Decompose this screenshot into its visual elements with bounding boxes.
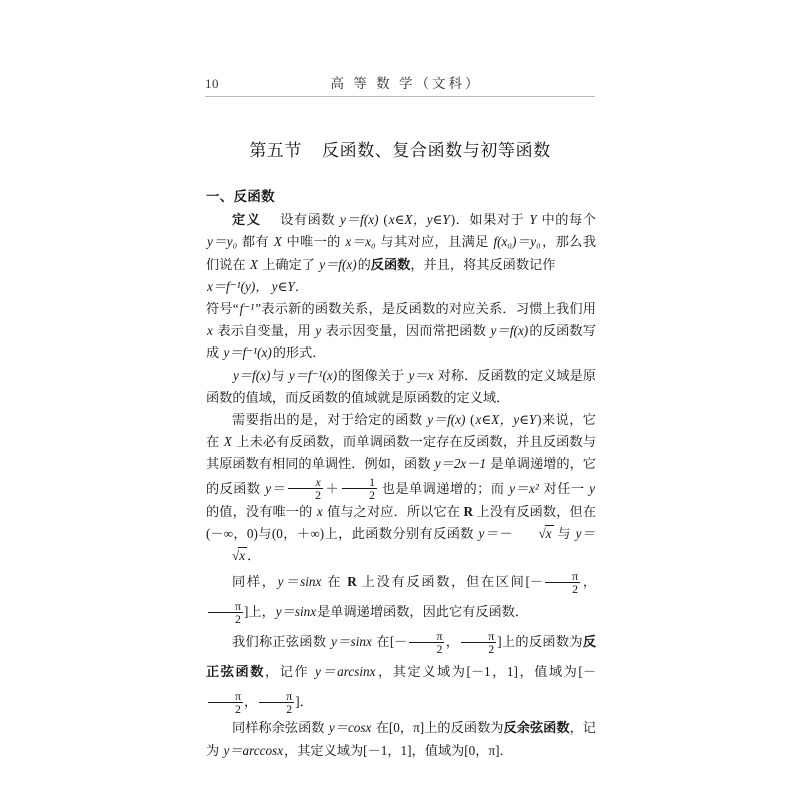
p3-linear-function: y＝2x－1 bbox=[434, 456, 487, 472]
p1-text-1: 符号“ bbox=[206, 301, 239, 317]
p1-inverse-function: y＝f⁻¹(x) bbox=[223, 345, 272, 361]
p3-var-x: x bbox=[316, 503, 323, 519]
def-text-6: 中唯一的 bbox=[282, 234, 345, 250]
p6-text-1: 同样称余弦函数 bbox=[232, 720, 328, 736]
paragraph-monotonic bbox=[206, 409, 596, 567]
display-formula-inverse: x＝f⁻¹(y)， y∈Y． bbox=[207, 278, 308, 294]
p3-pos-root-prefix: y＝ bbox=[575, 526, 596, 542]
header-rule bbox=[205, 96, 595, 97]
fraction-denominator: 2 bbox=[235, 611, 241, 626]
fraction-numerator: x bbox=[288, 476, 323, 489]
p1-text-3: 表示自变量，用 bbox=[213, 323, 315, 339]
fraction-denominator: 2 bbox=[286, 701, 293, 716]
p5-text-5: ，其定义域为[－1，1]，值域为[－ bbox=[376, 664, 597, 680]
p1-var-x: x bbox=[207, 323, 213, 339]
p2-function-2: y＝f⁻¹(x) bbox=[288, 367, 338, 383]
term-inverse-function: 反函数 bbox=[370, 256, 411, 272]
p4-text-4: ]上， bbox=[244, 604, 275, 620]
p4-text-1: 同样， bbox=[232, 574, 277, 590]
p2-text-1: 与 bbox=[271, 367, 288, 383]
definition-paragraph bbox=[206, 209, 596, 276]
subsection-heading: 一、反函数 bbox=[206, 189, 275, 204]
fraction-denominator: 2 bbox=[235, 701, 241, 716]
p5-text-3: ]上的反函数为 bbox=[497, 634, 583, 650]
definition-label: 定义 bbox=[232, 212, 262, 228]
sqrt-x-positive bbox=[206, 545, 247, 567]
p3-text-4: 上未必有反函数，而单调函数一定存在反函数，并且反函数与其原函数有相同的单调性．例如，函数 bbox=[206, 434, 597, 472]
paragraph-notation bbox=[206, 298, 596, 365]
fraction-numerator: π bbox=[208, 690, 243, 703]
p3-text-12: ． bbox=[247, 548, 261, 564]
def-y0: y＝y₀ bbox=[207, 234, 238, 250]
p3-text-10: 上没有反函数，但在(－∞，0)与(0，＋∞)上，此函数分别有反函数 bbox=[206, 503, 597, 542]
paragraph-symmetry bbox=[206, 365, 596, 409]
fraction-numerator: π bbox=[259, 690, 294, 703]
paragraph-sine-interval bbox=[206, 567, 596, 627]
p4-set-R: R bbox=[347, 574, 357, 590]
def-text-7: 与其对应，且满足 bbox=[376, 234, 493, 250]
running-head bbox=[205, 72, 595, 98]
def-set-X: X bbox=[273, 234, 282, 250]
fraction-numerator: π bbox=[409, 630, 444, 643]
p2-line-yx: y＝x bbox=[408, 367, 434, 383]
def-text-10: 的 bbox=[357, 256, 371, 272]
radical-sign: √ bbox=[232, 548, 240, 564]
page-number: 10 bbox=[205, 76, 219, 91]
p3-text-5: 是单调递增的，它的反函数 bbox=[206, 456, 596, 496]
p5-text-2: 在[－ bbox=[372, 634, 408, 650]
def-text-9: 上确定了 bbox=[258, 256, 319, 272]
def-domain-1: x∈X，y∈Y bbox=[388, 212, 450, 228]
p3-text-8: 的值，没有唯一的 bbox=[206, 503, 316, 519]
p1-text-2: ”表示新的函数关系，是反函数的对应关系．习惯上我们用 bbox=[255, 301, 596, 317]
fraction-numerator: 1 bbox=[342, 476, 377, 489]
p3-var-y: y bbox=[589, 480, 596, 496]
fraction-pi-over-2-upper bbox=[459, 630, 497, 655]
paragraph-arcsine bbox=[206, 627, 596, 717]
p2-text-3: 对称．反函数的定义域是原函数的值域，而反函数的值域就是原函数的定义域． bbox=[206, 367, 597, 405]
def-fx0: f(x₀)＝y₀ bbox=[493, 234, 541, 250]
fraction-denominator: 2 bbox=[436, 641, 443, 656]
def-function-2: y＝f(x) bbox=[319, 256, 357, 272]
def-text-4: 中的每个 bbox=[537, 212, 596, 228]
fraction-denominator: 2 bbox=[369, 487, 376, 502]
p1-text-5: 的反函数写成 bbox=[206, 323, 597, 361]
p3-square-function: y＝x² bbox=[509, 480, 539, 496]
p3-text-9: 值与之对应．所以它在 bbox=[323, 503, 464, 519]
p3-domain: x∈X，y∈Y bbox=[475, 412, 537, 428]
fraction-pi-over-2-lower bbox=[543, 570, 581, 595]
fraction-pi-over-2-lower bbox=[407, 630, 445, 655]
section-heading bbox=[205, 136, 595, 161]
running-head-title: 高 等 数 学（文科） bbox=[330, 76, 482, 91]
page-body bbox=[206, 186, 596, 762]
def-set-X2: X bbox=[249, 256, 258, 272]
term-arccosine-function: 反余弦函数 bbox=[503, 720, 570, 736]
plus-sign: ＋ bbox=[325, 480, 340, 496]
p3-text-11: 与 bbox=[553, 526, 575, 542]
def-x0: x＝x₀ bbox=[345, 234, 376, 250]
p4-text-2: 在 bbox=[322, 574, 348, 590]
p1-text-4: 表示因变量，因而常把函数 bbox=[322, 323, 490, 339]
fraction-x-over-2 bbox=[286, 476, 324, 501]
p2-text-2: 的图像关于 bbox=[338, 367, 408, 383]
p6-cosine-function: y＝cosx bbox=[328, 720, 372, 736]
p5-sine-function: y＝sinx bbox=[330, 634, 372, 650]
p3-function: y＝f(x) bbox=[427, 412, 466, 428]
p3-text-1: 需要指出的是，对于给定的函数 bbox=[232, 412, 427, 428]
term-arcsine-function: 反正弦函数 bbox=[206, 634, 596, 680]
paragraph-arccosine bbox=[206, 717, 596, 761]
p3-text-2: ( bbox=[466, 412, 475, 428]
p3-neg-root-prefix: y＝－ bbox=[478, 526, 512, 542]
p5-text-6: ]． bbox=[295, 694, 313, 710]
p3-set-X: X bbox=[223, 434, 232, 450]
fraction-numerator: π bbox=[545, 570, 580, 583]
p4-sine-function: y＝sinx bbox=[277, 574, 322, 590]
def-function-1: y＝f(x) bbox=[339, 212, 379, 228]
def-text-11: ，并且，将其反函数记作 bbox=[410, 256, 556, 272]
section-title: 反函数、复合函数与初等函数 bbox=[322, 141, 551, 160]
p1-text-6: 的形式． bbox=[272, 345, 326, 361]
p2-function-1: y＝f(x) bbox=[233, 367, 271, 383]
section-number: 第五节 bbox=[249, 141, 302, 160]
def-text-5: 都有 bbox=[238, 234, 273, 250]
p1-function: y＝f(x) bbox=[490, 323, 529, 339]
fraction-pi-over-2-range-lower bbox=[206, 690, 244, 715]
p3-text-3: )来说，它在 bbox=[206, 412, 596, 450]
p1-var-y: y bbox=[315, 323, 322, 339]
p6-text-2: 在[0，π]上的反函数为 bbox=[372, 720, 504, 736]
fraction-denominator: 2 bbox=[488, 641, 495, 656]
fraction-numerator: π bbox=[208, 600, 243, 613]
p6-text-4: ，其定义域为[－1，1]，值域为[0，π]． bbox=[284, 742, 513, 758]
fraction-denominator: 2 bbox=[572, 581, 579, 596]
p3-set-R: R bbox=[463, 503, 474, 519]
radical-sign: √ bbox=[538, 526, 546, 542]
p5-text-1: 我们称正弦函数 bbox=[232, 634, 330, 650]
p5-text-4: ，记作 bbox=[264, 664, 315, 680]
fraction-pi-over-2-upper bbox=[206, 600, 244, 625]
p3-text-7: 对任一 bbox=[539, 480, 589, 496]
fraction-denominator: 2 bbox=[315, 487, 322, 502]
def-text-2: ( bbox=[379, 212, 388, 228]
p5-arcsin-notation: y＝arcsinx bbox=[315, 664, 376, 680]
p5-comma-1: ， bbox=[445, 634, 460, 650]
def-text-8: ，那么我们说在 bbox=[206, 234, 597, 272]
def-text-1: 设有函数 bbox=[279, 212, 339, 228]
p6-text-3: ，记为 bbox=[206, 720, 596, 758]
radicand: x bbox=[239, 548, 246, 564]
p4-text-3: 上没有反函数，但在区间[－ bbox=[356, 574, 544, 590]
fraction-pi-over-2-range-upper bbox=[257, 690, 295, 715]
def-text-3: )．如果对于 bbox=[450, 212, 529, 228]
p6-arccos-notation: y＝arccosx bbox=[223, 742, 284, 758]
p4-comma: ， bbox=[581, 574, 597, 590]
p3-inverse-prefix: y＝ bbox=[265, 480, 286, 496]
sqrt-x-negative bbox=[513, 523, 554, 545]
fraction-numerator: π bbox=[461, 630, 496, 643]
fraction-1-over-2 bbox=[340, 476, 378, 501]
def-set-Y: Y bbox=[529, 212, 537, 228]
radicand: x bbox=[545, 526, 552, 542]
p1-symbol-finv: f⁻¹ bbox=[239, 301, 255, 317]
p4-text-5: 是单调递增函数，因此它有反函数． bbox=[317, 604, 529, 620]
p3-text-6: 也是单调递增的；而 bbox=[378, 480, 509, 496]
p5-comma-2: ， bbox=[244, 694, 258, 710]
p4-sine-function-2: y＝sinx bbox=[275, 604, 317, 620]
